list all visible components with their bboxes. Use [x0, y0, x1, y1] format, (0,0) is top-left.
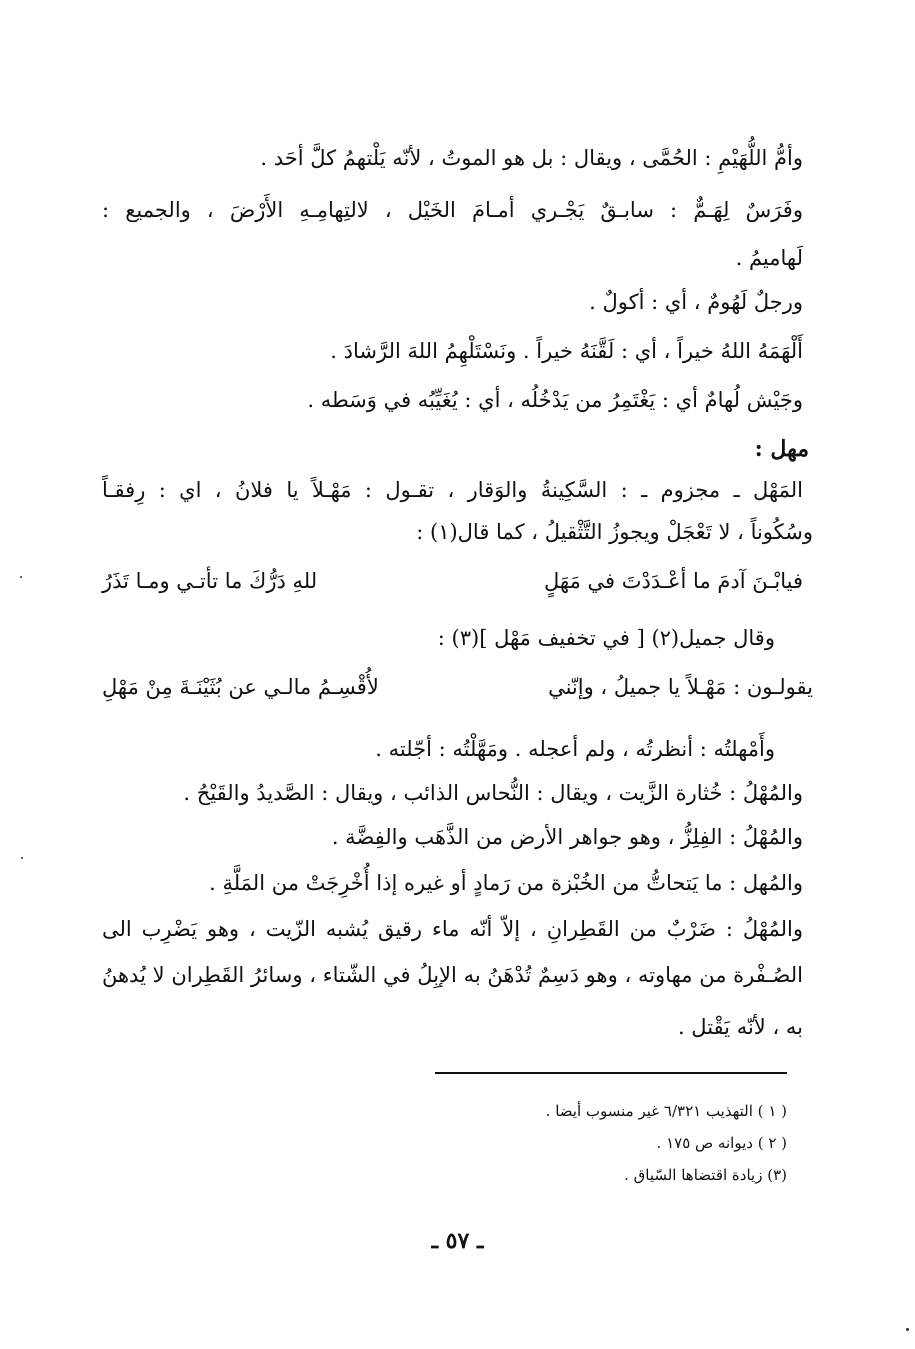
text-line: والمُهْلُ : خُثارة الزَّيت ، ويقال : النُّحاس الذائب ، ويقال : الصَّديدُ والقَيْحُ .	[183, 781, 803, 805]
scan-speck	[20, 576, 22, 578]
text-line: وأَمْهلتُه : أنظرتُه ، ولم أعجله . ومَهَّلْتُه : أجّلته .	[375, 737, 775, 761]
verse-hemistich-second: للهِ دَرُّكَ ما تأتـي ومـا تَذَرُ	[102, 569, 318, 593]
page-number: ـ ٥٧ ـ	[431, 1228, 484, 1254]
text-line: لَهاميمُ .	[735, 246, 803, 270]
footnote: (٣) زيادة اقتضاها السّياق .	[624, 1166, 787, 1184]
verse-hemistich-first: فيابْـنَ آدمَ ما أعْـدَدْتَ في مَهَلٍ	[543, 569, 803, 593]
text-line: والمُهْلُ : ضَرْبٌ من القَطِرانِ ، إلاّ أنّه ماء رقيق يُشبه الزّيت ، وهو يَضْرِب الى	[102, 917, 803, 941]
text-line: به ، لأنّه يَقْتل .	[677, 1015, 803, 1039]
text-line: وقال جميل(٢) [ في تخفيف مَهْل ](٣) :	[437, 626, 775, 650]
scan-speck	[21, 857, 23, 859]
text-line: وفَرَسٌ لِهَـمٌّ : سابـقٌ يَجْـري أمـامَ الخَيْل ، لالتِهامِـهِ الأَرْضَ ، والجميع :	[102, 198, 803, 222]
footnote-divider	[435, 1072, 787, 1074]
footnote: ( ٢ ) ديوانه ص ١٧٥ .	[656, 1134, 787, 1152]
footnote: ( ١ ) التهذيب ٦/٣٢١ غير منسوب أيضا .	[545, 1102, 787, 1120]
text-line: والمُهل : ما يَتحاتُّ من الخُبْزة من رَمادٍ أو غيره إذا أُخْرِجَتْ من المَلَّةِ .	[209, 871, 803, 895]
scan-speck	[906, 1328, 909, 1331]
text-line: وجَيْش لُهامٌ أي : يَغْتَمِرُ من يَدْخُلُه ، أي : يُغَيِّبُه في وَسَطه .	[307, 388, 803, 412]
text-line: وأمُّ اللُّهَيْمِ : الحُمَّى ، ويقال : بل هو الموتُ ، لأنّه يَلْتهمُ كلَّ أحَد .	[260, 146, 803, 170]
entry-heading: مهل :	[754, 436, 809, 462]
text-line: المَهْل ـ مجزوم ـ : السَّكِينةُ والوَقار ، تقـول : مَهْـلاً يا فلانُ ، اي : رِفقـاً	[102, 478, 803, 502]
verse-hemistich-second: لأُقْسِـمُ مالـي عن بُثَيْنَـةَ مِنْ مَهْلِ	[102, 675, 379, 699]
text-line: وسُكُوناً ، لا تَعْجَلْ ويجوزُ التَّثْقيلُ ، كما قال(١) :	[416, 520, 813, 544]
text-line: والمُهْلُ : الفِلِزُّ ، وهو جواهر الأرض من الذَّهَب والفِضَّة .	[331, 825, 803, 849]
text-line: أَلْهَمَهُ اللهُ خيراً ، أي : لَقَّنَهُ خيراً . ونَسْتَلْهِمُ اللهَ الرَّشادَ .	[330, 339, 803, 363]
verse-hemistich-first: يقولـون : مَهْـلاً يا جميلُ ، وإنّني	[548, 675, 813, 699]
text-line: الصُـفْرة من مهاوته ، وهو دَسِمٌ تُدْهَنُ به الإبِلُ في الشّتاء ، وسائرُ القَطِران لا يُدهنُ	[102, 963, 803, 987]
text-line: ورجلٌ لَهُومٌ ، أي : أكولٌ .	[589, 290, 803, 314]
